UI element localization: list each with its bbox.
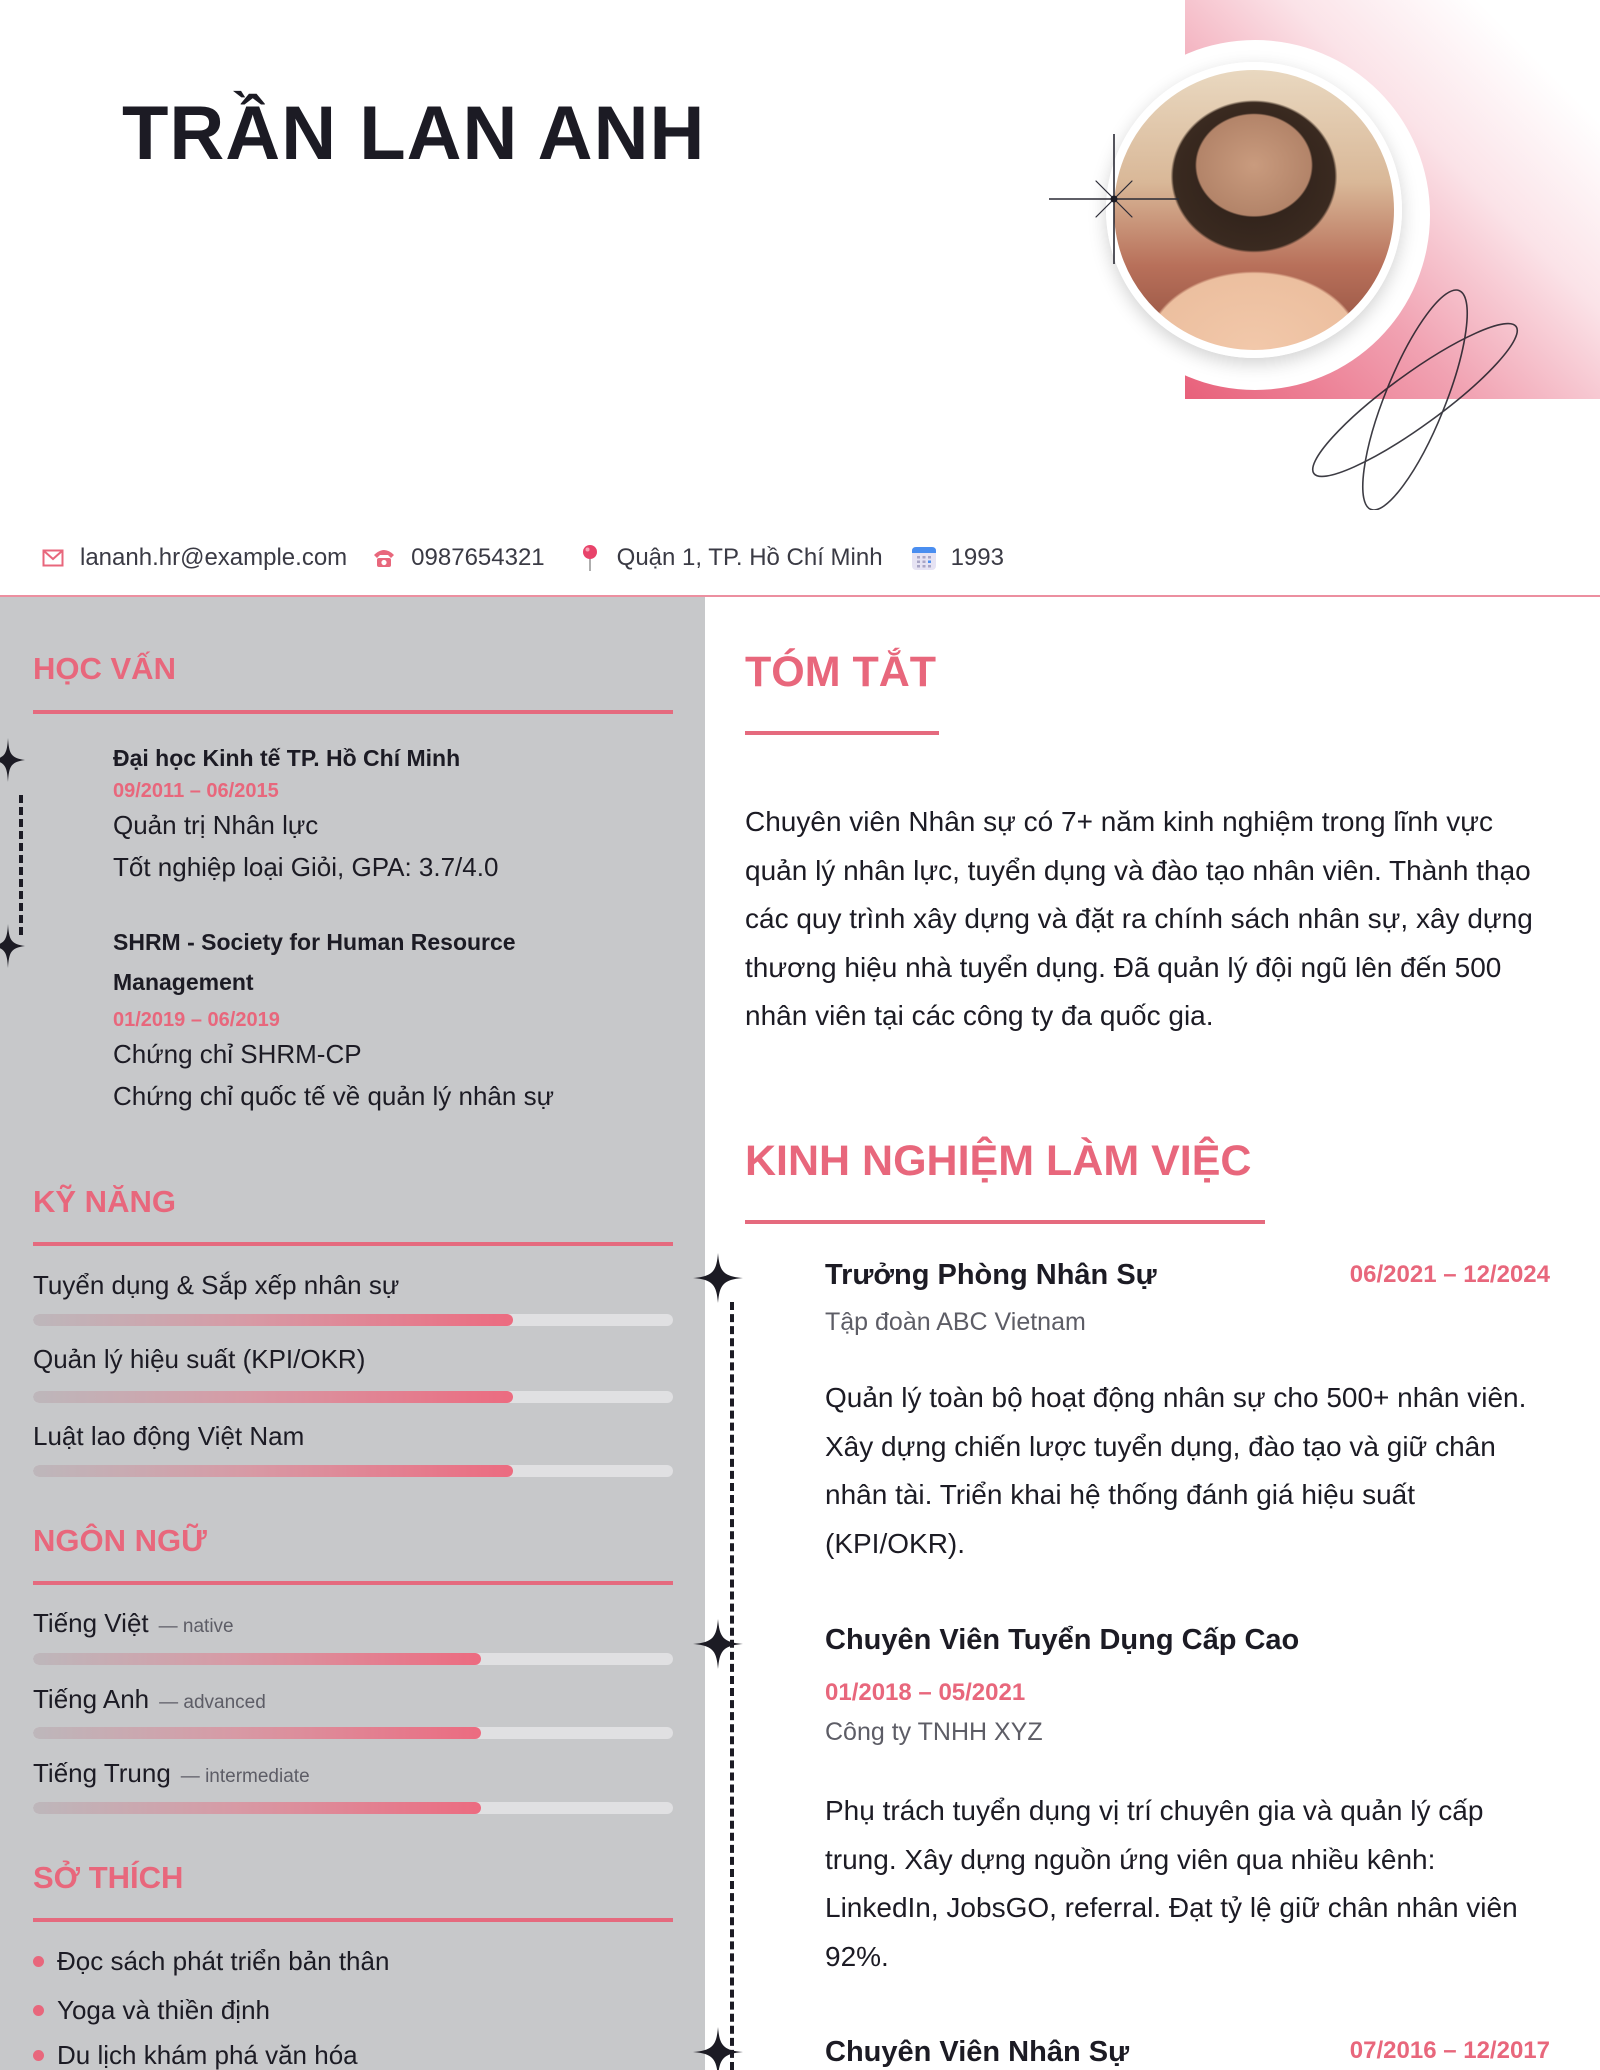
- job-date: 01/2018 – 05/2021: [825, 1679, 1026, 1706]
- summary-title: TÓM TẮT: [745, 648, 937, 696]
- language-bar: [33, 1802, 673, 1814]
- bullet-dot: [33, 2005, 44, 2016]
- experience-title: KINH NGHIỆM LÀM VIỆC: [745, 1137, 1252, 1185]
- job-title: Chuyên Viên Tuyển Dụng Cấp Cao: [825, 1624, 1300, 1656]
- education-detail: Quản trị Nhân lực: [113, 810, 319, 840]
- contact-phone[interactable]: [371, 544, 544, 572]
- education-detail: Tốt nghiệp loại Giỏi, GPA: 3.7/4.0: [113, 852, 499, 882]
- skill-label: Tuyển dụng & Sắp xếp nhân sự: [33, 1270, 400, 1300]
- contact-email[interactable]: [40, 544, 347, 572]
- hobbies-title: SỞ THÍCH: [33, 1860, 184, 1895]
- timeline-star-icon: [0, 738, 25, 782]
- languages-rule: [33, 1581, 673, 1585]
- language-bar-fill: [33, 1802, 481, 1814]
- languages-title: NGÔN NGỮ: [33, 1523, 207, 1558]
- skill-bar: [33, 1314, 673, 1326]
- sidebar: [0, 597, 705, 2070]
- pushpin-icon: [577, 545, 603, 571]
- skills-title: KỸ NĂNG: [33, 1184, 176, 1219]
- hobby-text: Yoga và thiền định: [57, 1995, 271, 2025]
- job-company: Công ty TNHH XYZ: [825, 1718, 1043, 1746]
- skill-bar-fill: [33, 1465, 513, 1477]
- language-label: [33, 1684, 266, 1715]
- education-title: HỌC VẤN: [33, 651, 176, 686]
- language-name: Tiếng Anh: [33, 1684, 150, 1714]
- job-title: Trưởng Phòng Nhân Sự: [825, 1259, 1157, 1291]
- education-date: 01/2019 – 06/2019: [113, 1009, 280, 1031]
- education-detail: Chứng chỉ quốc tế về quản lý nhân sự: [113, 1081, 554, 1111]
- skills-rule: [33, 1242, 673, 1246]
- sparkle-icon: [1049, 134, 1179, 264]
- education-date: 09/2011 – 06/2015: [113, 780, 279, 802]
- skill-bar-fill: [33, 1391, 513, 1403]
- hobby-item: [33, 1946, 389, 1977]
- skill-bar-fill: [33, 1314, 513, 1326]
- bullet-dot: [33, 2050, 44, 2061]
- language-name: Tiếng Việt: [33, 1608, 149, 1638]
- hobby-item: [33, 2040, 358, 2070]
- summary-text: Chuyên viên Nhân sự có 7+ năm kinh nghiệm trong lĩnh vực quản lý nhân lực, tuyển dụng và đào tạo nhân viên. Thành thạo các quy trình xây dựng và đặt ra chính sách nhân sự, xây dựng thương hiệu nhà tuyển dụng. Đã quản lý đội ngũ lên đến 500 nhân viên tại các công ty đa quốc gia.: [745, 806, 1533, 1031]
- job-company: Tập đoàn ABC Vietnam: [825, 1308, 1086, 1336]
- calendar-icon: [911, 545, 937, 571]
- education-detail: Chứng chỉ SHRM-CP: [113, 1039, 362, 1069]
- education-timeline-line: [19, 795, 23, 935]
- experience-rule: [745, 1220, 1265, 1224]
- language-label: [33, 1758, 310, 1789]
- phone-text: 0987654321: [411, 544, 545, 571]
- education-rule: [33, 710, 673, 714]
- summary-rule: [745, 731, 939, 735]
- language-name: Tiếng Trung: [33, 1758, 171, 1788]
- contact-bar: [40, 538, 1028, 578]
- skill-label: Quản lý hiệu suất (KPI/OKR): [33, 1344, 366, 1374]
- language-label: [33, 1608, 234, 1639]
- experience-timeline-line: [730, 1302, 734, 2070]
- hobby-text: Du lịch khám phá văn hóa: [57, 2040, 358, 2070]
- timeline-star-icon: [0, 924, 25, 968]
- candidate-name: TRẦN LAN ANH: [122, 91, 706, 176]
- language-level: — native: [158, 1616, 234, 1637]
- language-level: — intermediate: [180, 1766, 310, 1787]
- hobbies-rule: [33, 1918, 673, 1922]
- language-bar: [33, 1727, 673, 1739]
- envelope-icon: [40, 545, 66, 571]
- language-bar: [33, 1653, 673, 1665]
- job-description: Quản lý toàn bộ hoạt động nhân sự cho 500+ nhân viên. Xây dựng chiến lược tuyển dụng, đào tạo và giữ chân nhân tài. Triển khai hệ thống đánh giá hiệu suất (KPI/OKR).: [825, 1382, 1527, 1559]
- education-school: Đại học Kinh tế TP. Hồ Chí Minh: [113, 745, 461, 771]
- timeline-star-icon: [693, 1253, 743, 1303]
- contact-location: [577, 544, 883, 572]
- timeline-star-icon: [693, 2027, 743, 2070]
- telephone-icon: [371, 545, 397, 571]
- skill-bar: [33, 1465, 673, 1477]
- language-level: — advanced: [159, 1692, 266, 1713]
- job-title: Chuyên Viên Nhân Sự: [825, 2036, 1130, 2068]
- job-date: 07/2016 – 12/2017: [1349, 2037, 1550, 2064]
- location-text: Quận 1, TP. Hồ Chí Minh: [616, 544, 883, 571]
- contact-birth-year: [911, 544, 1004, 572]
- language-bar-fill: [33, 1653, 481, 1665]
- bullet-dot: [33, 1956, 44, 1967]
- education-school: SHRM - Society for Human Resource Management: [113, 929, 516, 996]
- hobby-text: Đọc sách phát triển bản thân: [57, 1946, 390, 1976]
- job-date: 06/2021 – 12/2024: [1349, 1261, 1550, 1288]
- birth-year-text: 1993: [950, 544, 1004, 571]
- skill-bar: [33, 1391, 673, 1403]
- language-bar-fill: [33, 1727, 481, 1739]
- job-description: Phụ trách tuyển dụng vị trí chuyên gia và quản lý cấp trung. Xây dựng nguồn ứng viên qua nhiều kênh: LinkedIn, JobsGO, referral. Đạt tỷ lệ giữ chân nhân viên 92%.: [825, 1795, 1518, 1972]
- skill-label: Luật lao động Việt Nam: [33, 1421, 305, 1451]
- hobby-item: [33, 1995, 270, 2026]
- swirl-decoration: [1305, 275, 1535, 510]
- timeline-star-icon: [693, 1619, 743, 1669]
- email-text: lananh.hr@example.com: [80, 544, 348, 571]
